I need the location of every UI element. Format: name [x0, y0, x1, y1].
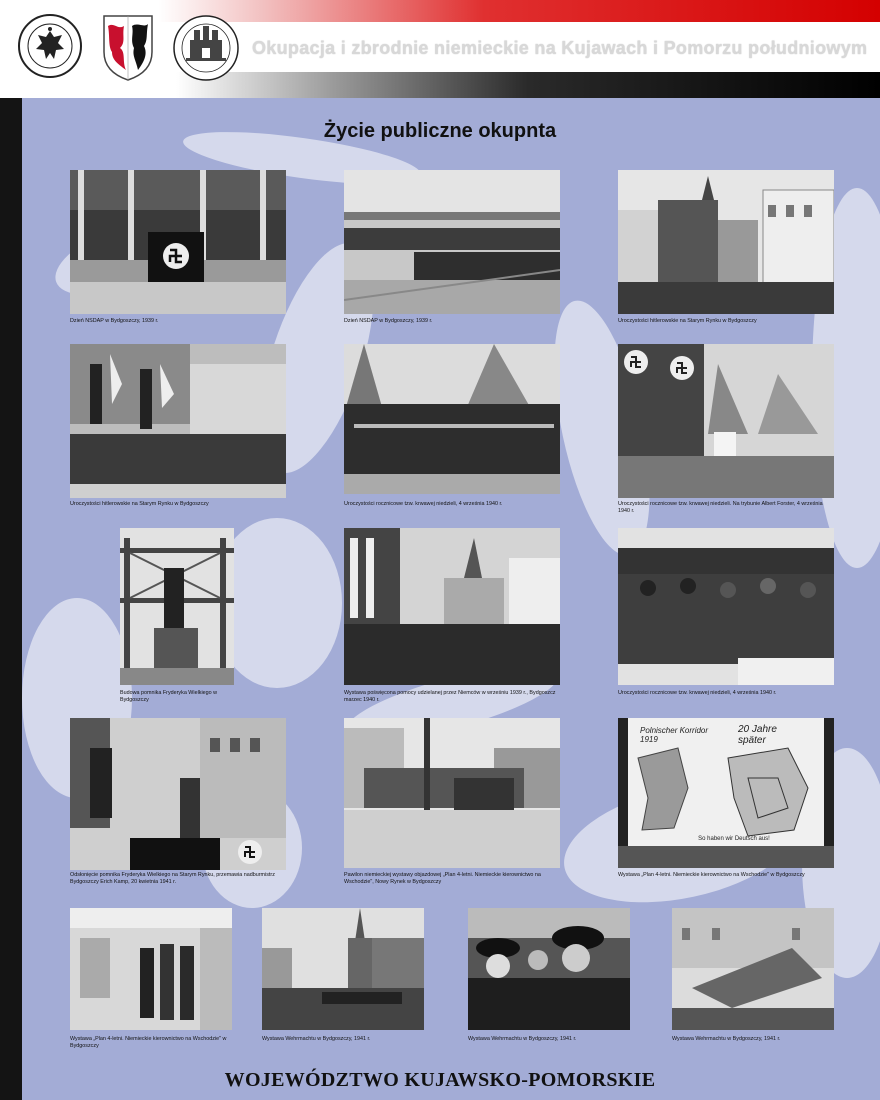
poster-title: Życie publiczne okupnta: [323, 120, 557, 142]
photo-old-market-flags: [70, 344, 286, 498]
photo-caption: Uroczystości rocznicowe tzw. krwawej niedzieli. Na trybunie Albert Forster, 4 września 1940 r.: [618, 501, 823, 514]
photo-frederick-monument-construction: [120, 528, 234, 685]
map-right-label: 20 Jahre später: [738, 724, 777, 746]
photo-caption: Wystawa Wehrmachtu w Bydgoszczy, 1941 r.: [672, 1036, 781, 1042]
photo-caption: Budowa pomnika Fryderyka Wielkiego w Bydgoszczy: [120, 690, 218, 703]
photo-old-market-ceremony: [618, 170, 834, 314]
photo-caption: Uroczystości hitlerowskie na Starym Rynku w Bydgoszczy: [618, 318, 757, 324]
photo-caption: Odsłonięcie pomnika Fryderyka Wielkiego na Starym Rynku, przemawia nadburmistrz Bydgoszczy Erich Kamp, 20 kwietnia 1941 r.: [70, 872, 275, 885]
left-black-bar: [0, 98, 22, 1100]
photo-exhibition-visit: [70, 908, 232, 1030]
photo-caption: Uroczystości hitlerowskie na Starym Rynku w Bydgoszczy: [70, 501, 209, 507]
photo-caption: Wystawa Wehrmachtu w Bydgoszczy, 1941 r.: [468, 1036, 577, 1042]
photo-caption: Dzień NSDAP w Bydgoszczy, 1939 r.: [70, 318, 159, 324]
photo-frederick-monument-unveiling: [70, 718, 286, 870]
photo-nsdap-day-tribune: [70, 170, 286, 314]
photo-caption: Pawilon niemieckiej wystawy objazdowej „Plan 4-letni. Niemieckie kierownictwo na Wschodzie", Nowy Rynek w Bydgoszczy: [344, 872, 541, 885]
photo-caption: Wystawa Wehrmachtu w Bydgoszczy, 1941 r.: [262, 1036, 371, 1042]
photo-bloody-sunday-forster: [618, 344, 834, 498]
kujawsko-pomorskie-coat-of-arms-icon: [100, 12, 156, 86]
header-banner: [0, 0, 880, 98]
header-title: Okupacja i zbrodnie niemieckie na Kujawach i Pomorzu południowym: [252, 38, 868, 58]
photo-caption: Uroczystości rocznicowe tzw. krwawej niedzieli, 4 września 1940 r.: [618, 690, 777, 696]
footer-title: WOJEWÓDZTWO KUJAWSKO-POMORSKIE: [224, 1069, 656, 1091]
photo-wehrmacht-exhibition-aircraft: [672, 908, 834, 1030]
photo-wehrmacht-exhibition-officers: [468, 908, 630, 1030]
photo-exhibition-pavilion: [344, 718, 560, 868]
photo-exhibition-map-display: [618, 718, 834, 868]
map-left-label: Polnischer Korridor 1919: [640, 726, 709, 744]
photo-caption: Dzień NSDAP w Bydgoszczy, 1939 r.: [344, 318, 433, 324]
photo-nsdap-day-parade: [344, 170, 560, 314]
photo-bloody-sunday-band: [344, 344, 560, 494]
photo-caption: Wystawa „Plan 4-letni. Niemieckie kierownictwo na Wschodzie" w Bydgoszczy: [70, 1036, 227, 1049]
map-bottom-label: So haben wir Deutsch aus!: [698, 836, 770, 842]
photo-caption: Uroczystości rocznicowe tzw. krwawej niedzieli, 4 września 1940 r.: [344, 501, 503, 507]
photo-caption: Wystawa poświęcona pomocy udzielanej przez Niemców w wrześniu 1939 r., Bydgoszcz marzec 1940 r.: [344, 690, 556, 703]
photo-german-aid-exhibition: [344, 528, 560, 685]
ipn-logo-icon: [16, 13, 84, 83]
photo-wehrmacht-exhibition-town-hall: [262, 908, 424, 1030]
bydgoszcz-seal-icon: [172, 14, 240, 86]
photo-caption: Wystawa „Plan 4-letni. Niemieckie kierownictwo na Wschodzie" w Bydgoszczy: [618, 872, 805, 878]
photo-bloody-sunday-crowd: [618, 528, 834, 685]
